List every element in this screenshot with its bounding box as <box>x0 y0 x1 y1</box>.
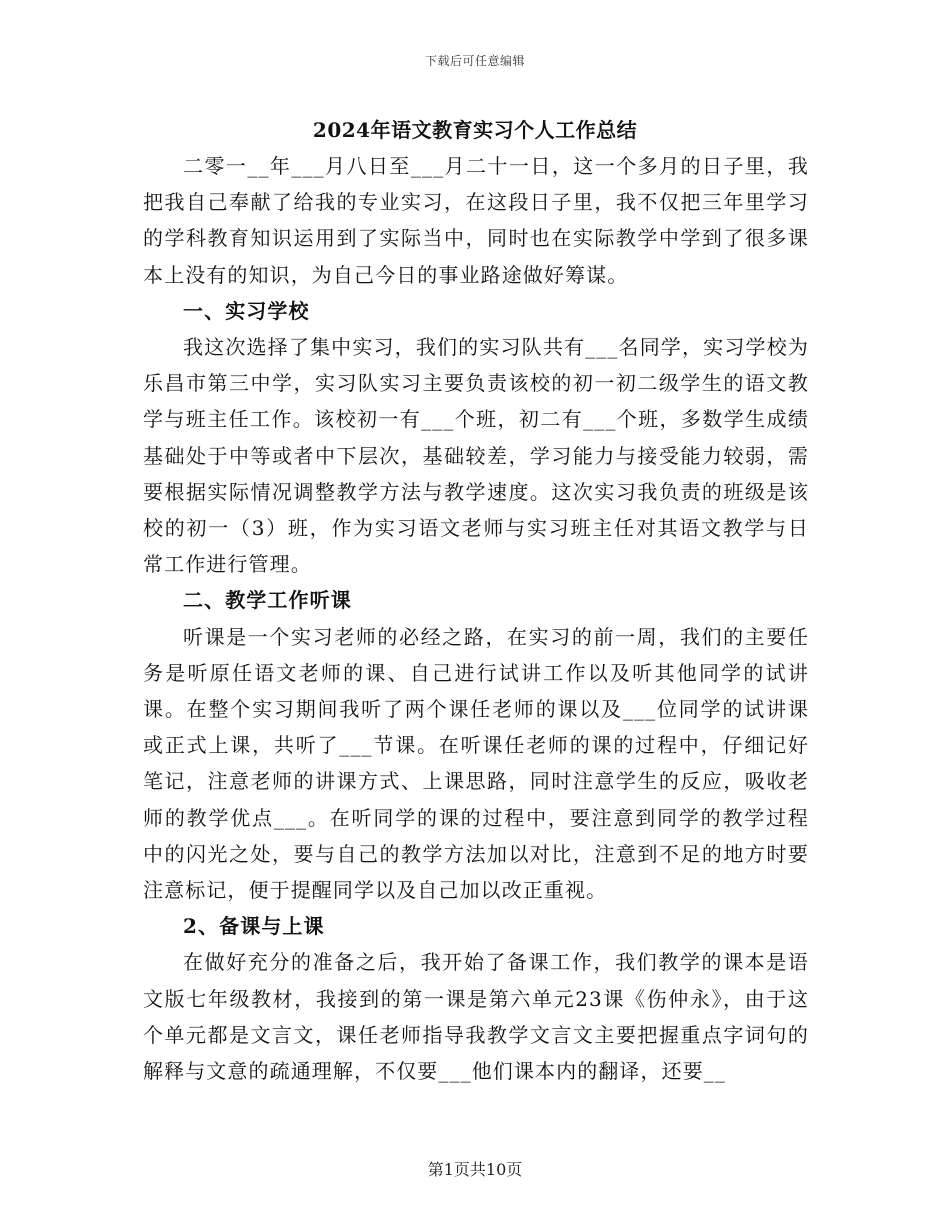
document-body <box>143 148 809 1089</box>
page-footer: 第1页共10页 <box>427 1160 523 1179</box>
section-heading-lesson-prep: 2、备课与上课 <box>183 914 325 939</box>
document-title: 2024年语文教育实习个人工作总结 <box>312 118 638 142</box>
paragraph-internship-school: 我这次选择了集中实习，我们的实习队共有___名同学，实习学校为乐昌市第三中学，实习队实习主要负责该校的初一初二级学生的语文教学与班主任工作。该校初一有___个班，初二有___个班，多数学生成绩基础处于中等或者中下层次，基础较差，学习能力与接受能力较弱，需要根据实际情况调整教学方法与教学速度。这次实习我负责的班级是该校的初一（3）班，作为实习语文老师与实习班主任对其语文教学与日常工作进行管理。 <box>143 335 809 577</box>
section-heading-observing-classes: 二、教学工作听课 <box>183 588 352 613</box>
paragraph-observing-classes: 听课是一个实习老师的必经之路，在实习的前一周，我们的主要任务是听原任语文老师的课、自己进行试讲工作以及听其他同学的试讲课。在整个实习期间我听了两个课任老师的课以及___位同学的试讲课或正式上课，共听了___节课。在听课任老师的课的过程中，仔细记好笔记，注意老师的讲课方式、上课思路，同时注意学生的反应，吸收老师的教学优点___。在听同学的课的过程中，要注意到同学的教学过程中的闪光之处，要与自己的教学方法加以对比，注意到不足的地方时要注意标记，便于提醒同学以及自己加以改正重视。 <box>143 624 809 903</box>
section-heading-internship-school: 一、实习学校 <box>183 298 310 323</box>
paragraph-intro: 二零一__年___月八日至___月二十一日，这一个多月的日子里，我把我自己奉献了给我的专业实习，在这段日子里，我不仅把三年里学习的学科教育知识运用到了实际当中，同时也在实际教学中学到了很多课本上没有的知识，为自己今日的事业路途做好筹谋。 <box>143 154 809 287</box>
header-note: 下载后可任意编辑 <box>424 54 525 68</box>
paragraph-lesson-prep: 在做好充分的准备之后，我开始了备课工作，我们教学的课本是语文版七年级教材，我接到的第一课是第六单元23课《伤仲永》，由于这个单元都是文言文，课任老师指导我教学文言文主要把握重点字词句的解释与文意的疏通理解，不仅要___他们课本内的翻译，还要__ <box>143 950 809 1084</box>
